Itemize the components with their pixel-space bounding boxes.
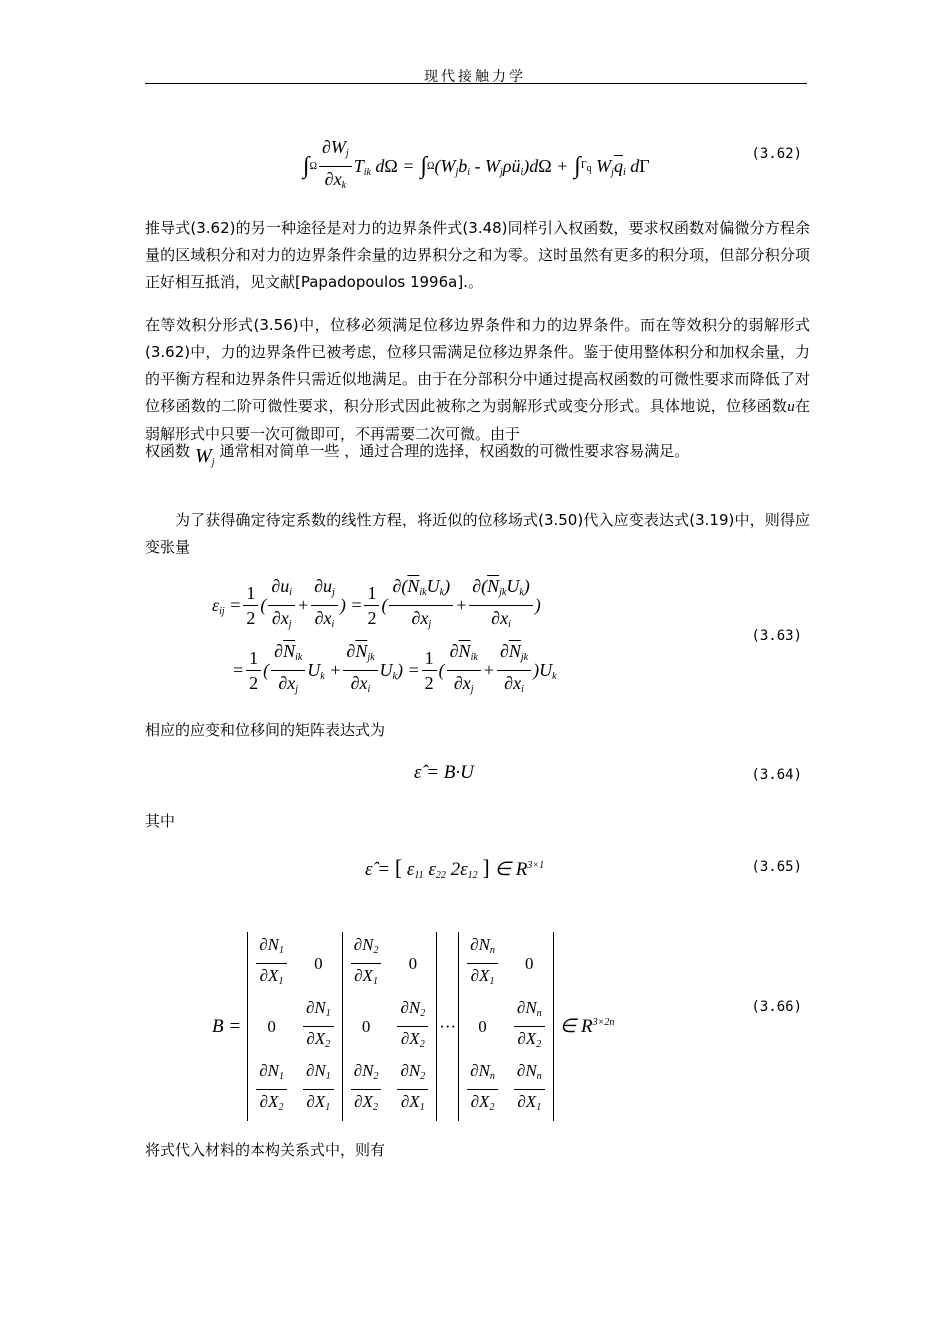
weight-function-text: 通常相对简单一些 ，通过合理的选择，权函数的可微性要求容易满足。 (219, 442, 690, 460)
equation-number-3-63: (3.63) (751, 628, 802, 644)
equation-number-3-66: (3.66) (751, 999, 802, 1015)
weight-function-label: 权函数 (145, 442, 191, 460)
paragraph-2-main: 在等效积分形式(3.56)中，位移必须满足位移边界条件和力的边界条件。而在等效积分的弱解形式(3.62)中，力的边界条件已被考虑，位移只需满足位移边界条件。鉴于使用整体积分和加权余量，力的平衡方程和边界条件只需近似地满足。由于在分部积分中通过提高权函数的可微性要求而降低了对位移函数的二阶可微性要求，积分形式因此被称之为弱解形式或变分形式。具体地说，位移函数 (145, 316, 810, 415)
equation-number-3-64: (3.64) (751, 767, 802, 783)
equation-3-63: $\varepsilon_{ij}$ = $\frac{1}{2}$ ( $\frac{\partial u_i}{\partial x_j}$ + $\frac{\partial u_j}{\partial x_i}$ ) = $\frac{1}{2}$ ( $\frac{\partial(\overline{N}_{ik}U_k)}{\partial x_j}$ + $\frac{\partial(\overline{N}_{jk}U_k)}{\partial x_i}$ ) = $\frac{1}{2}$ ( $\frac{\partial\overline{N}_{ik}}{\partial x_j}$ $U_k$ + $\frac{\partial\overline{N}_{jk}}{\partial x_i}$ $U_k$) = $\frac{1}{2}$ ( $\frac{\partial\overline{N}_{ik}}{\partial x_j}$ + $\frac{\partial\overline{N}_{jk}}{\partial x_i}$ )$U_k$ (212, 576, 557, 695)
page-header: 现代接触力学 (424, 69, 526, 85)
weight-symbol: $W_j$ (190, 445, 215, 468)
equation-number-3-65: (3.65) (751, 859, 802, 875)
header-rule (145, 83, 807, 84)
equation-3-62: ∫ Ω $\frac{\partial W_j}{\partial x_k}$ $T_{ik}$ dΩ = ∫ Ω ($W_jb_i$ - $W_j\rho ü_i)d\Omega$ + ∫ $\Gamma_q$ $W_j\overline{q}_i$ dΓ (303, 137, 650, 191)
variable-u: u (787, 399, 795, 415)
paragraph-6: 将式代入材料的本构关系式中，则有 (145, 1141, 386, 1159)
paragraph-4: 相应的应变和位移间的矩阵表达式为 (145, 721, 386, 739)
b-matrix: $\frac{\partial N_1}{\partial X_1}$ 0 $\frac{\partial N_2}{\partial X_1}$ 0 ··· $\frac{\partial N_n}{\partial X_1}$ 0 0 $\frac{\partial N_1}{\partial X_2}$ 0 $\frac{\partial N_2}{\partial X_2}$ 0 $\frac{\partial N_n}{\partial X_2}$ $\frac{\partial N_1}{\partial X_2}$ $\frac{\partial N_1}{\partial X_1}$ $\frac{\partial N_2}{\partial X_2}$ $\frac{\partial N_2}{\partial X_1}$ $\frac{\partial N_n}{\partial X_2}$ $\frac{\partial N_n}{\partial X_1}$ (247, 932, 553, 1121)
equation-3-64: ε̂ = B·U (414, 762, 474, 783)
paragraph-2-after-u: 在弱解形式中只要一次可微即可，不再需要二次可微。由于 (145, 397, 810, 443)
paragraph-5: 其中 (145, 812, 176, 830)
equation-3-65: ε̂ = [ $\varepsilon_{11}$ $\varepsilon_{22}$ $2\varepsilon_{12}$ ] ∈ $R^{3\times 1}$ (365, 855, 545, 881)
equation-3-66: B = $\frac{\partial N_1}{\partial X_1}$ 0 $\frac{\partial N_2}{\partial X_1}$ 0 ··· $\frac{\partial N_n}{\partial X_1}$ 0 0 $\frac{\partial N_1}{\partial X_2}$ 0 $\frac{\partial N_2}{\partial X_2}$ 0 $\frac{\partial N_n}{\partial X_2}$ $\frac{\partial N_1}{\partial X_2}$ $\frac{\partial N_1}{\partial X_1}$ $\frac{\partial N_2}{\partial X_2}$ $\frac{\partial N_2}{\partial X_1}$ $\frac{\partial N_n}{\partial X_2}$ $\frac{\partial N_n}{\partial X_1}$ ∈ $R^{3\times 2n}$ (212, 932, 614, 1121)
equation-number-3-62: (3.62) (751, 146, 802, 162)
paragraph-3: 为了获得确定待定系数的线性方程，将近似的位移场式(3.50)代入应变表达式(3.19)中，则得应变张量 (145, 511, 810, 556)
paragraph-2 (145, 312, 810, 448)
paragraph-2-line-2 (145, 438, 810, 476)
paragraph-1: 推导式(3.62)的另一种途径是对力的边界条件式(3.48)同样引入权函数，要求权函数对偏微分方程余量的区域积分和对力的边界条件余量的边界积分之和为零。这时虽然有更多的积分项，但部分积分项正好相互抵消，见文献[Papadopoulos 1996a].。 (145, 219, 810, 291)
